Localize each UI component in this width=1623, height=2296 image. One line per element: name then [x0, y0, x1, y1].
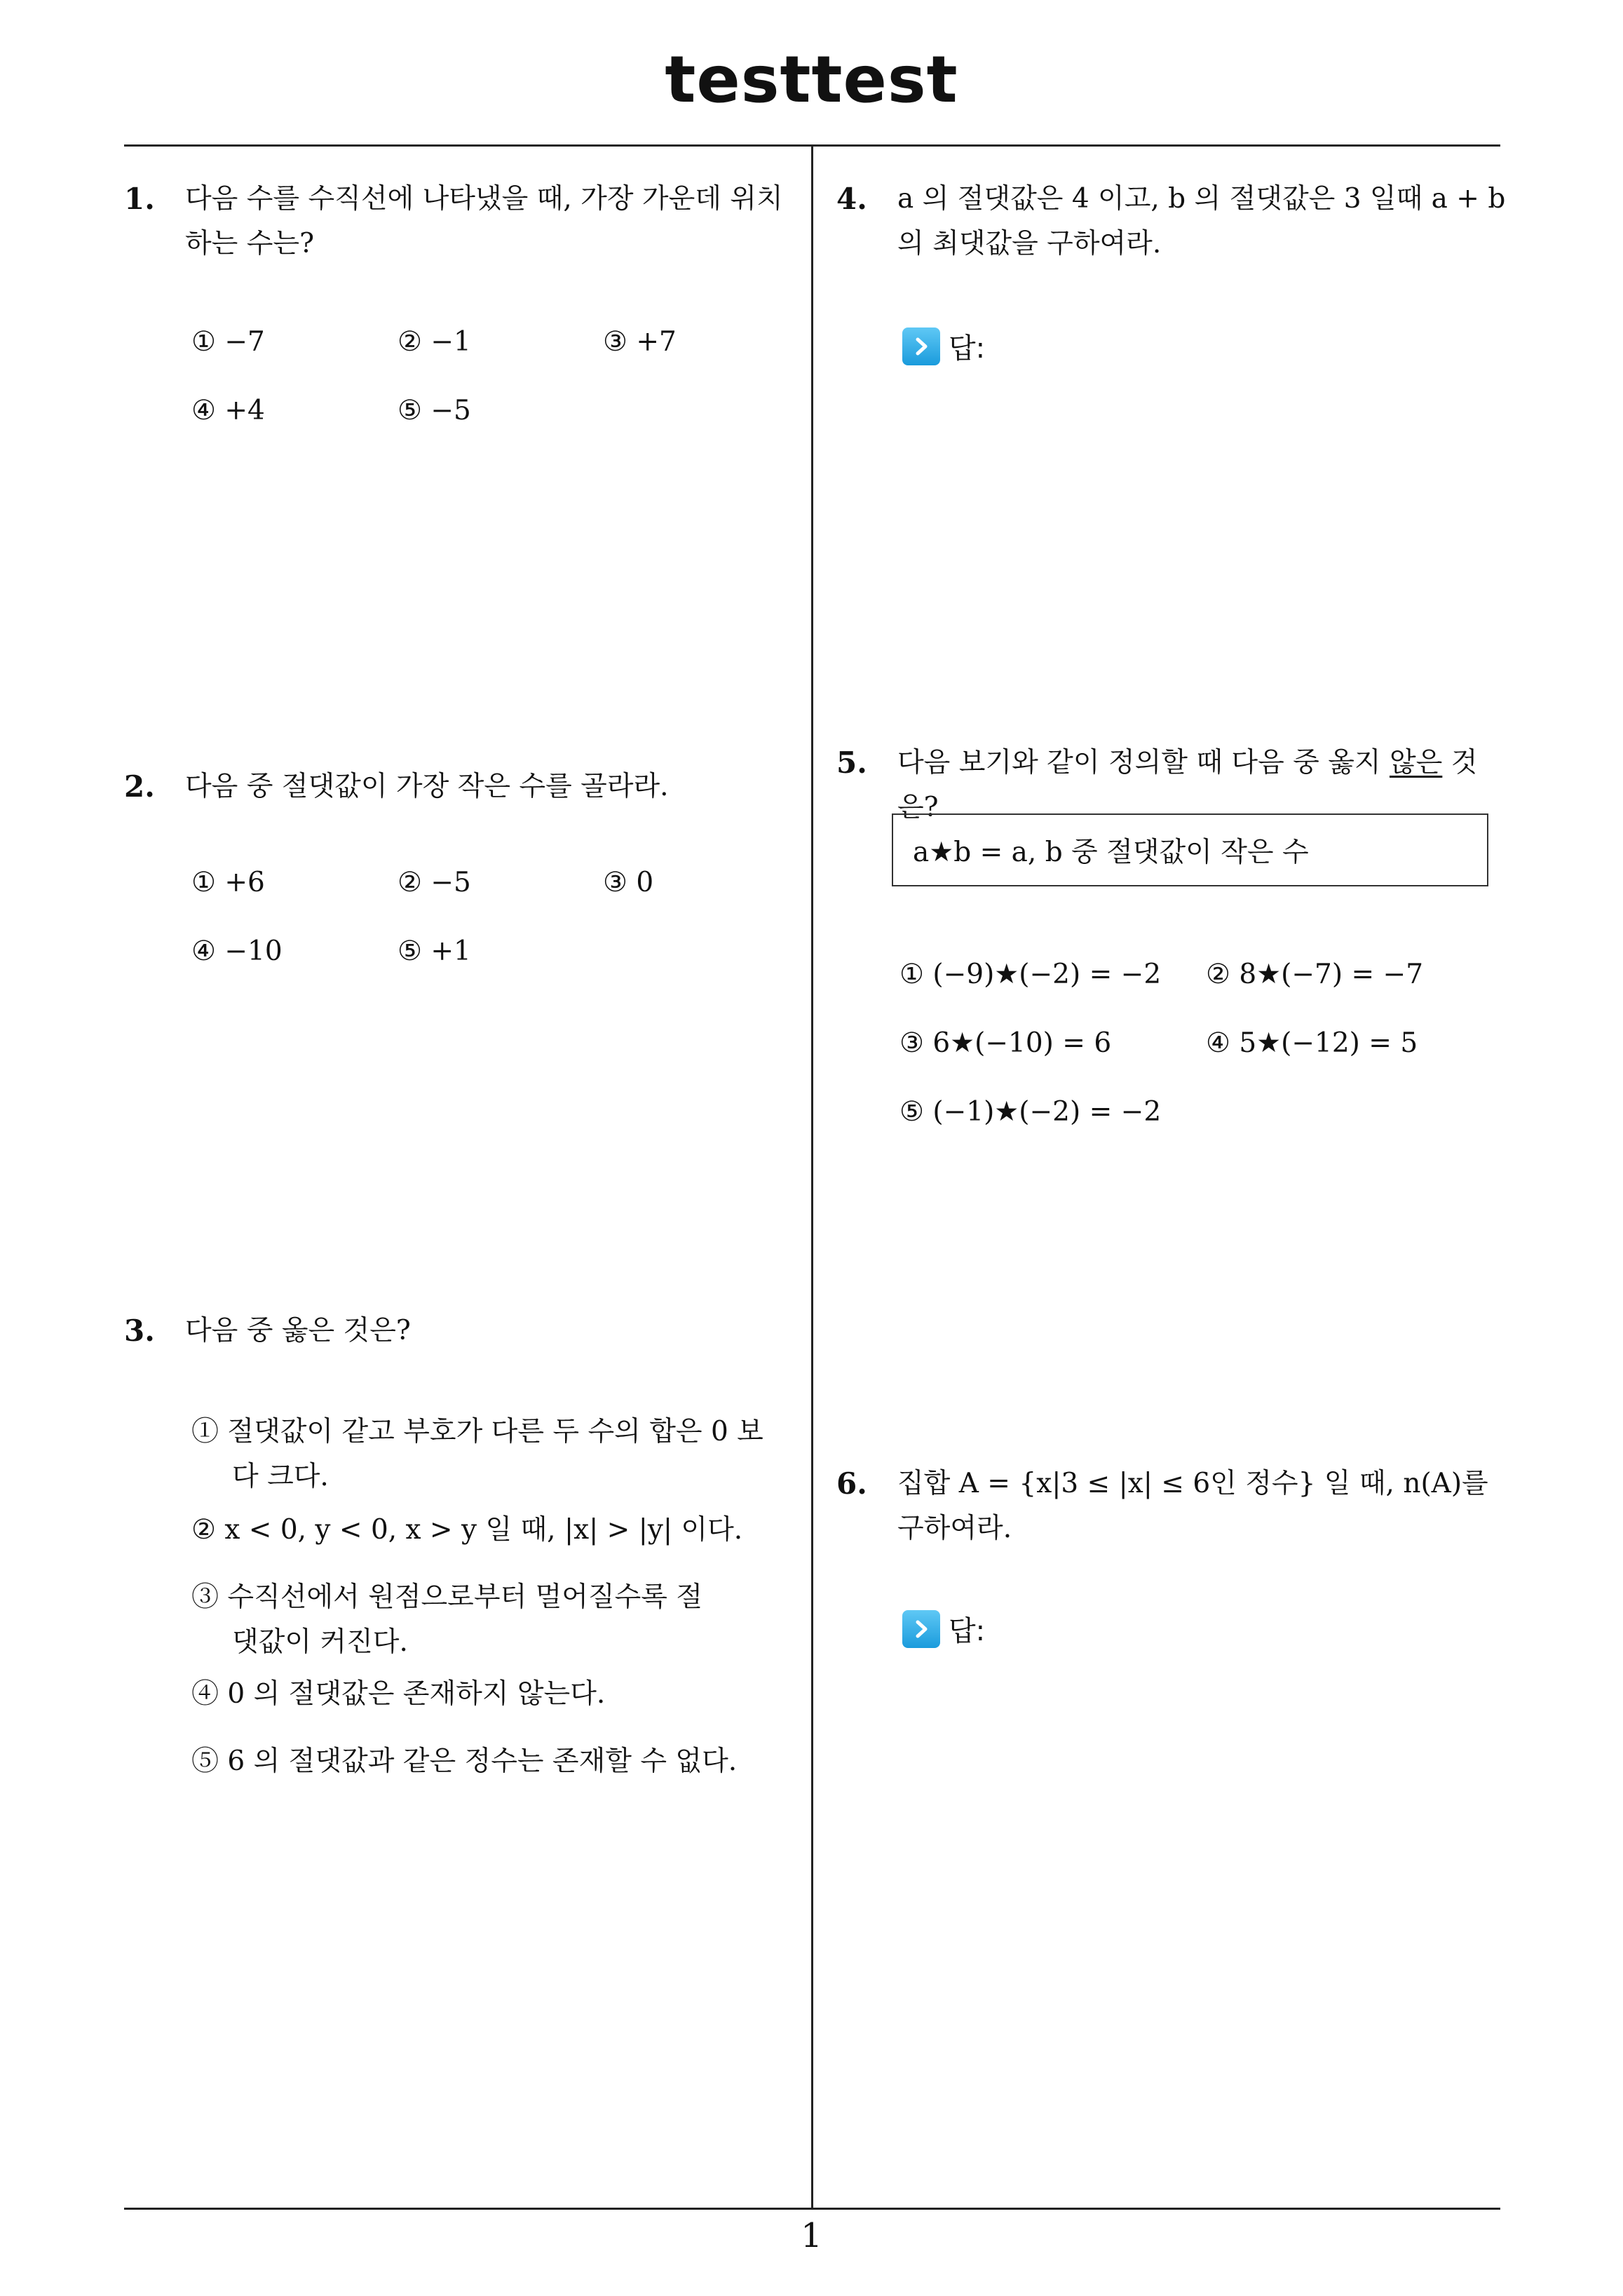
- column-divider: [811, 146, 813, 2210]
- choice-5[interactable]: ⑤ +1: [398, 936, 471, 967]
- choice-4[interactable]: ④ −10: [191, 936, 283, 967]
- choice-2[interactable]: ② −5: [398, 867, 471, 898]
- choice-5[interactable]: ⑤ −5: [398, 395, 471, 426]
- problem-text: 다음 중 옳은 것은?: [185, 1315, 411, 1346]
- problem-3: [124, 1309, 804, 1353]
- choice-5[interactable]: ⑤ (−1)★(−2) = −2: [899, 1096, 1162, 1128]
- choice-1[interactable]: ① −7: [191, 326, 265, 358]
- problem-number: 2.: [124, 769, 155, 804]
- chevron-right-icon: [902, 1610, 940, 1648]
- problem-text: 다음 중 절댓값이 가장 작은 수를 골라라.: [185, 771, 669, 802]
- answer-label: 답:: [949, 1615, 986, 1647]
- problem-6: [836, 1461, 1516, 1551]
- problem-text-part: 것은?: [897, 747, 1478, 823]
- problem-text: 다음 수를 수직선에 나타냈을 때, 가장 가운데 위치하는 수는?: [185, 183, 783, 259]
- problem-number: 6.: [836, 1466, 867, 1501]
- underlined-word: 않은: [1389, 747, 1443, 778]
- definition-text: a★b = a, b 중 절댓값이 작은 수: [913, 837, 1309, 868]
- problem-number: 4.: [836, 182, 867, 216]
- choice-5[interactable]: ⑤ 6 의 절댓값과 같은 정수는 존재할 수 없다.: [191, 1745, 738, 1777]
- problem-text: a 의 절댓값은 4 이고, b 의 절댓값은 3 일때 a + b 의 최댓값을 구하여라.: [897, 183, 1506, 259]
- answer-label: 답:: [949, 332, 986, 365]
- answer-field-6[interactable]: [902, 1609, 985, 1649]
- problem-number: 5.: [836, 745, 867, 780]
- choice-3[interactable]: ③ 수직선에서 원점으로부터 멀어질수록 절댓값이 커진다.: [191, 1581, 703, 1658]
- answer-field-4[interactable]: [902, 326, 985, 366]
- problem-number: 3.: [124, 1314, 155, 1348]
- choice-2[interactable]: ② 8★(−7) = −7: [1206, 959, 1424, 990]
- problem-1: [124, 177, 804, 266]
- choice-4[interactable]: ④ 5★(−12) = 5: [1206, 1027, 1418, 1059]
- problem-number: 1.: [124, 182, 155, 216]
- page-title: testtest: [665, 42, 958, 117]
- choice-1[interactable]: ① 절댓값이 같고 부호가 다른 두 수의 합은 0 보다 크다.: [191, 1416, 763, 1492]
- problem-2: [124, 764, 804, 809]
- page-number: 1: [801, 2216, 822, 2255]
- problem-4: [836, 177, 1516, 266]
- choice-1[interactable]: ① (−9)★(−2) = −2: [899, 959, 1162, 990]
- problem-text: 집합 A = {x|3 ≤ |x| ≤ 6인 정수} 일 때, n(A)를 구하여라.: [897, 1468, 1488, 1544]
- chevron-right-icon: [902, 327, 940, 365]
- choice-3[interactable]: ③ +7: [603, 326, 677, 358]
- choice-4[interactable]: ④ +4: [191, 395, 265, 426]
- choice-4[interactable]: ④ 0 의 절댓값은 존재하지 않는다.: [191, 1678, 606, 1710]
- choice-2[interactable]: ② x < 0, y < 0, x > y 일 때, |x| > |y| 이다.: [191, 1514, 743, 1546]
- choice-3[interactable]: ③ 6★(−10) = 6: [899, 1027, 1112, 1059]
- problem-text-part: 다음 보기와 같이 정의할 때 다음 중 옳지: [897, 747, 1390, 778]
- footer-rule: [124, 2208, 1500, 2210]
- definition-box: [892, 813, 1488, 886]
- choice-3[interactable]: ③ 0: [603, 867, 654, 898]
- choice-2[interactable]: ② −1: [398, 326, 471, 358]
- choice-1[interactable]: ① +6: [191, 867, 265, 898]
